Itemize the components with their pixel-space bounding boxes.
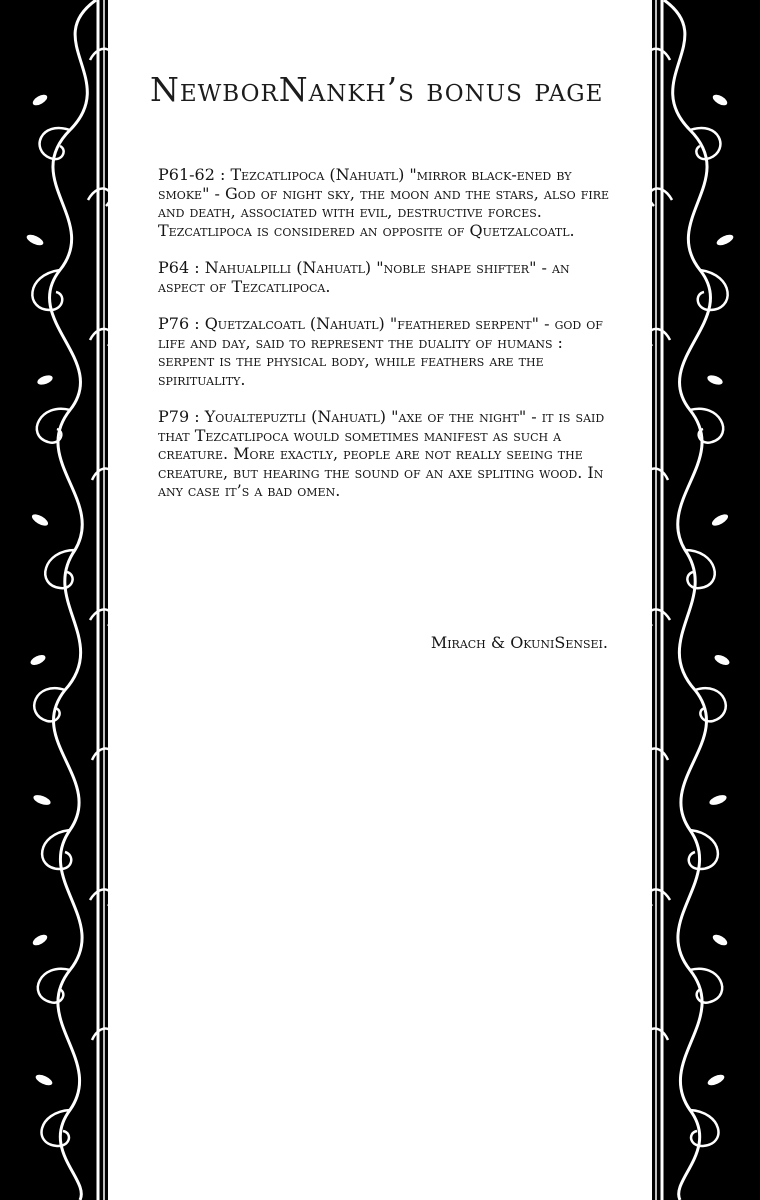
right-vine-ornament xyxy=(652,0,760,1200)
signature: Mirach & OkuniSensei. xyxy=(430,633,608,652)
note-p79: P79 : Youaltepuztli (Nahuatl) "axe of the night" - it is said that Tezcatlipoca would sometimes manifest as such a creature. More exactly, people are not really seeing the creature, but hearing the sound of an axe spliting wood. In any case it’s a bad omen. xyxy=(158,407,605,500)
notes-list xyxy=(158,166,618,520)
note-p76: P76 : Quetzalcoatl (Nahuatl) "feathered serpent" - god of life and day, said to represent the duality of humans : serpent is the physical body, while feathers are the spirituality. xyxy=(158,314,603,389)
left-vine-ornament xyxy=(0,0,108,1200)
note-p64: P64 : Nahualpilli (Nahuatl) "noble shape shifter" - an aspect of Tezcatlipoca. xyxy=(158,258,570,296)
left-ornamental-border xyxy=(0,0,108,1200)
page-title: NewborNankh’s bonus page xyxy=(150,70,604,109)
note-p61-62: P61-62 : Tezcatlipoca (Nahuatl) "mirror black-ened by smoke" - God of night sky, the moon and the stars, also fire and death, associated with evil, destructive forces. Tezcatlipoca is considered an opposite of Quetzalcoatl. xyxy=(158,165,610,240)
right-ornamental-border xyxy=(652,0,760,1200)
